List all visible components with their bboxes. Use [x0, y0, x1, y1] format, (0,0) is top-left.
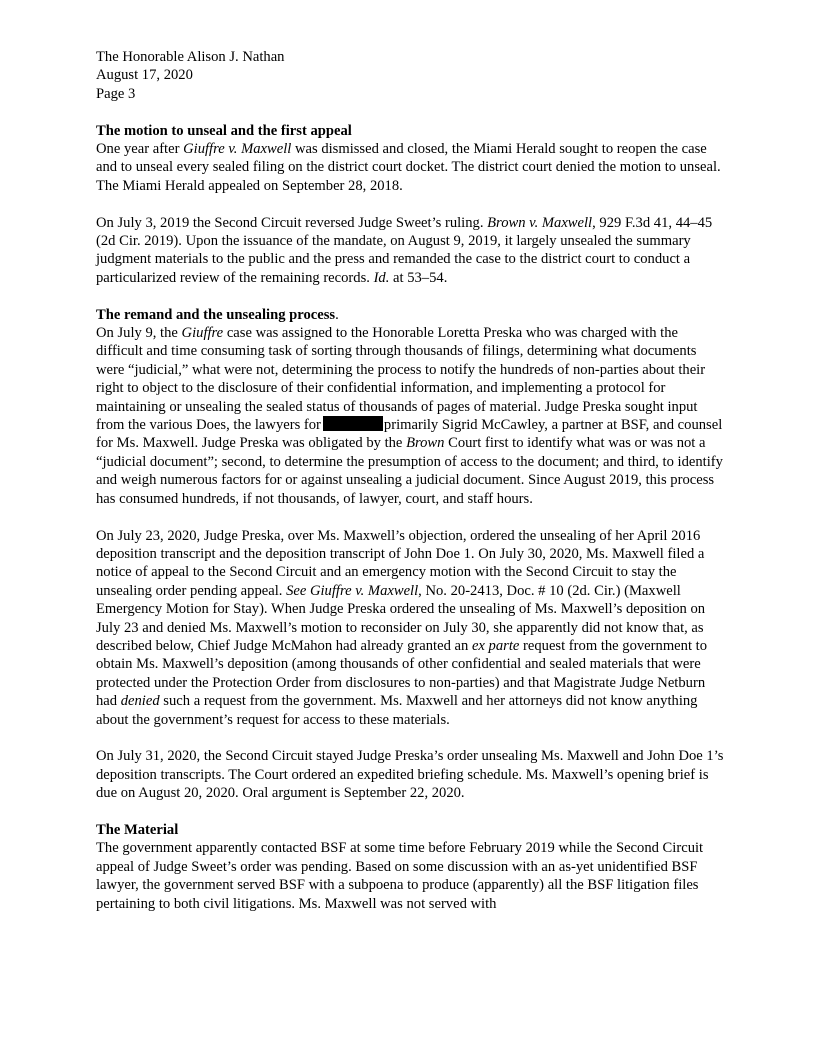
- case-citation: Brown: [406, 435, 445, 452]
- letter-date: August 17, 2020: [96, 67, 193, 84]
- section-heading: The Material: [96, 821, 179, 838]
- id-citation: Id.: [373, 269, 390, 286]
- paragraph: On July 3, 2019 the Second Circuit reversed Judge Sweet’s ruling. Brown v. Maxwell, 929 F.3d 41, 44–45 (2d Cir. 2019). Upon the issuance of the mandate, on August 9, 2019, it largely unsealed the summary judgment materials to the public and the press and remanded the case to the district court to conduct a particularized review of the remaining records. Id. at 53–54.: [96, 214, 713, 286]
- section-material: [96, 821, 726, 913]
- paragraph: On July 31, 2020, the Second Circuit stayed Judge Preska’s order unsealing Ms. Maxwell and John Doe 1’s deposition transcripts. The Court ordered an expedited briefing schedule. Ms. Maxwell’s opening brief is due on August 20, 2020. Oral argument is September 22, 2020.: [96, 748, 724, 802]
- section-motion-to-unseal: [96, 122, 726, 196]
- page-number: Page 3: [96, 85, 136, 102]
- letter-page: [96, 48, 726, 931]
- paragraph: On July 9, the Giuffre case was assigned to the Honorable Loretta Preska who was charged with the difficult and time consuming task of sorting through thousands of filings, determining what documents were “judicial,” what were not, determining the process to notify the hundreds of non-parties about their right to object to the disclosure of their confidential information, and implementing a protocol for maintaining or unsealing the sealed status of thousands of pages of material. Judge Preska sought input from the various Does, the lawyers for primarily Sigrid McCawley, a partner at BSF, and counsel for Ms. Maxwell. Judge Preska was obligated by the Brown Court first to identify what was or was not a “judicial document”; second, to determine the presumption of access to the document; and third, to identify and weigh numerous factors for or against unsealing a judicial document. Since August 2019, this process has consumed hundreds, if not thousands, of lawyer, court, and staff hours.: [96, 325, 723, 507]
- redaction-box: [323, 416, 383, 431]
- section-heading: The remand and the unsealing process.: [96, 306, 339, 323]
- case-citation: Giuffre: [181, 325, 224, 342]
- case-citation: Giuffre v. Maxwell: [183, 141, 292, 158]
- paragraph-stay: [96, 747, 726, 802]
- paragraph-unsealing-order: [96, 527, 726, 729]
- paragraph: On July 23, 2020, Judge Preska, over Ms. Maxwell’s objection, ordered the unsealing of her April 2016 deposition transcript and the deposition transcript of John Doe 1. On July 30, 2020, Ms. Maxwell filed a notice of appeal to the Second Circuit and an emergency motion with the Second Circuit to stay the unsealing order pending appeal. See Giuffre v. Maxwell, No. 20-2413, Doc. # 10 (2d. Cir.) (Maxwell Emergency Motion for Stay). When Judge Preska ordered the unsealing of Ms. Maxwell’s deposition on July 23 and denied Ms. Maxwell’s motion to reconsider on July 30, she apparently did not know that, as described below, Chief Judge McMahon had already granted an ex parte request from the government to obtain Ms. Maxwell’s deposition (among thousands of other confidential and sealed materials that were protected under the Protection Order from disclosures to non-parties) and that Magistrate Judge Netburn had denied such a request from the government. Ms. Maxwell and her attorneys did not know anything about the government’s request for access to these materials.: [96, 527, 707, 728]
- section-heading: The motion to unseal and the first appeal: [96, 122, 352, 139]
- emphasis-text: ex parte: [471, 637, 520, 654]
- paragraph: The government apparently contacted BSF at some time before February 2019 while the Second Circuit appeal of Judge Sweet’s order was pending. Based on some discussion with an as-yet unidentified BSF lawyer, the government served BSF with a subpoena to produce (apparently) all the BSF litigation files pertaining to both civil litigations. Ms. Maxwell was not served with: [96, 840, 704, 912]
- section-remand: [96, 306, 726, 508]
- paragraph-second-circuit: [96, 214, 726, 288]
- case-citation: See Giuffre v. Maxwell: [286, 582, 419, 599]
- letter-header: [96, 48, 726, 103]
- addressee: The Honorable Alison J. Nathan: [96, 49, 285, 65]
- paragraph: One year after Giuffre v. Maxwell was dismissed and closed, the Miami Herald sought to reopen the case and to unseal every sealed filing on the district court docket. The district court denied the motion to unseal. The Miami Herald appealed on September 28, 2018.: [96, 141, 721, 194]
- emphasis-text: denied: [120, 693, 160, 710]
- case-citation: Brown v. Maxwell: [487, 214, 593, 231]
